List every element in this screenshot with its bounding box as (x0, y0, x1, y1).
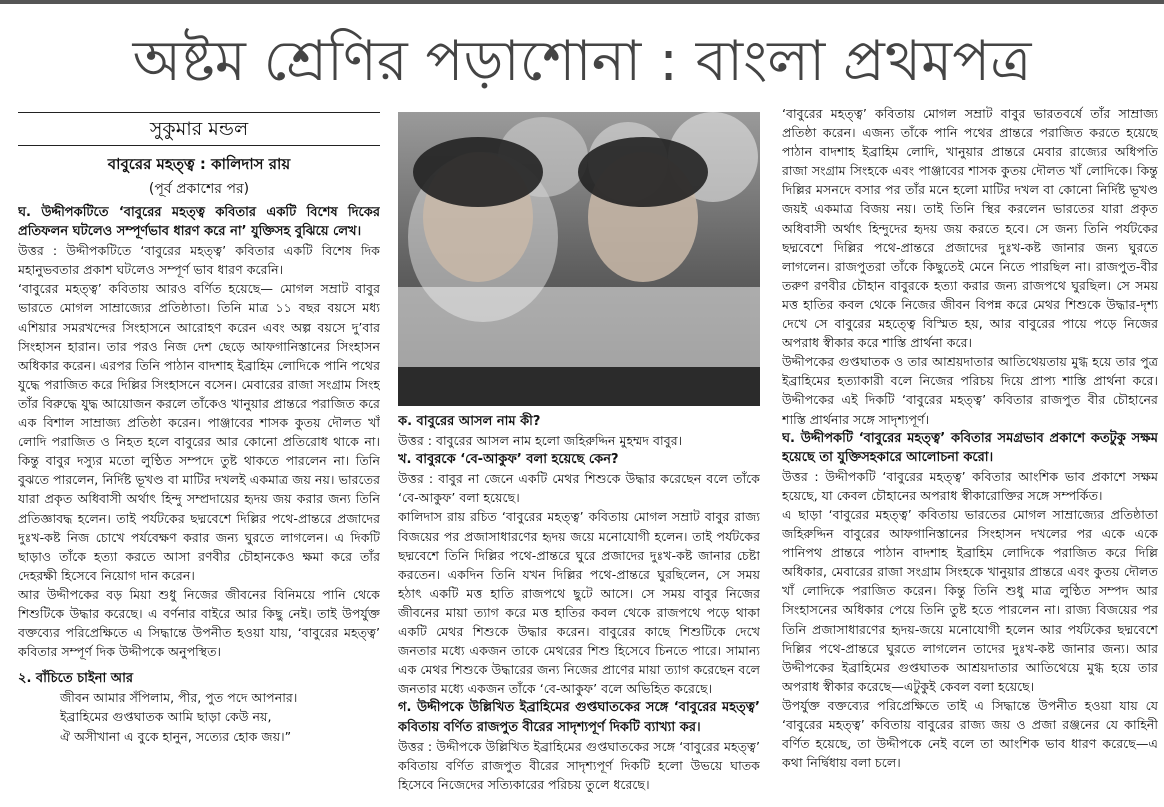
column-right (782, 104, 1158, 807)
answer-paragraph: উত্তর : উদ্দীপকে উল্লিখিত ইব্রাহিমের গুপ্তঘাতকের সঙ্গে ‘বাবুরের মহত্ত্ব’ কবিতায় বর্ণিত রাজপুত বীরের সাদৃশ্যপূর্ণ দিকটি হলো উভয়ে ঘাতক হিসেবে নিজেদের সত্যিকারের পরিচয় তুলে ধরেছে। (398, 738, 760, 792)
author-name: সুকুমার মন্ডল (149, 118, 249, 140)
answer-paragraph: ‘বাবুরের মহত্ত্ব’ কবিতায় মোগল সম্রাট বাবুর ভারতবর্ষে তাঁর সাম্রাজ্য প্রতিষ্ঠা করেন। এজন্য তাঁকে পানি পথের প্রান্তরে পরাজিত করতে হয়েছে পাঠান বাদশাহ ইব্রাহিম লোদি, খানুয়ার প্রান্তরে মেবার রাজ্যের অধিপতি রাজা সংগ্রাম সিংহকে এবং পাঞ্জাবের শাসক কুতয় দৌলত খাঁ লোদিকে। কিন্তু দিল্লির মসনদে বসার পর তাঁর মনে হলো মাটির দখল বা কোনো নির্দিষ্ট ভূখণ্ড জয়ই একমাত্র বিজয় নয়। তাই তিনি স্থির করলেন ভারতের যারা প্রকৃত অধিবাসী অর্থাৎ হিন্দুদের হৃদয় জয় করতে হবে। সে জন্য তিনি পর্যটকের ছদ্মবেশে দিল্লির পথে-প্রান্তরে প্রজাদের দুঃখ-কষ্ট জানার জন্য ঘুরতে লাগলেন। রাজপুতরা তাঁকে কিছুতেই মেনে নিতে পারছিল না। রাজপুত-বীর তরুণ রণবীর চৌহান বাবুরকে হত্যা করার জন্য রাজপথে ঘুরছিল। সে সময় মত্ত হাতির কবল থেকে নিজের জীবন বিপন্ন করে মেথর শিশুকে উদ্ধার-দৃশ্য দেখে সে বাবুরের মহত্ত্বে বিস্মিত হয়, আর বাবুরের পায়ে পড়ে নিজের অপরাধ স্বীকার করে শাস্তি প্রার্থনা করে। (782, 106, 1158, 351)
lesson-title: বাবুরের মহত্ত্ব : কালিদাস রায় (107, 155, 291, 173)
column-left (18, 112, 380, 807)
column-middle (398, 412, 760, 807)
answer-paragraph: উত্তর : বাবুর না জেনে একটি মেথর শিশুকে উদ্ধার করেছেন বলে তাঁকে ‘বে-আকুফ’ বলা হয়েছে। (398, 471, 760, 506)
divider (18, 145, 380, 146)
answer-paragraph: উত্তর : উদ্দীপকটি ‘বাবুরের মহত্ত্ব’ কবিতার আংশিক ভাব প্রকাশে সক্ষম হয়েছে, যা কেবল চৌহানের অপরাধ স্বীকারোক্তির সঙ্গে সম্পর্কিত। (782, 468, 1158, 503)
continued-note: (পূর্ব প্রকাশের পর) (148, 181, 250, 197)
answer-paragraph: কালিদাস রায় রচিত ‘বাবুরের মহত্ত্ব’ কবিতায় মোগল সম্রাট বাবুর রাজ্য বিজয়ের পর প্রজাসাধারণের হৃদয় জয়ে মনোযোগী হলেন। তাই পর্যটকের ছদ্মবেশে তিনি দিল্লির পথে-প্রান্তরে ঘুরে প্রজাদের দুঃখ-কষ্ট জানার চেষ্টা করতেন। একদিন তিনি যখন দিল্লির পথে-প্রান্তরে ঘুরছিলেন, সে সময় হঠাৎ একটি মত্ত হাতি রাজপথে ছুটে আসে। সে সময় বাবুর নিজের জীবনের মায়া ত্যাগ করে মত্ত হাতির কবল থেকে রাজপথে পড়ে থাকা একটি মেথর শিশুকে উদ্ধার করেন। বাবুরের কাছে শিশুটিকে দেখে জনতার মধ্যে একজন তাকে মেথরের শিশু হিসেবে চিনতে পারে। সামান্য এক মেথর শিশুকে উদ্ধারের জন্য নিজের প্রাণের মায়া ত্যাগ করেছেন বলে জনতার মধ্যে একজন তাঁকে ‘বে-আকুফ’ বলে অভিহিত করেছে। (398, 509, 760, 697)
question-gha: ঘ. উদ্দীপকটি ‘বাবুরের মহত্ত্ব’ কবিতার সমগ্রভাব প্রকাশে কতটুকু সক্ষম হয়েছে তা যুক্তিসহকারে আলোচনা করো। (782, 430, 1158, 465)
question-ga: গ. উদ্দীপকে উল্লিখিত ইব্রাহিমের গুপ্তঘাতকের সঙ্গে ‘বাবুরের মহত্ত্ব’ কবিতায় বর্ণিত রাজপুত বীরের সাদৃশ্যপূর্ণ দিকটি ব্যাখ্যা কর। (398, 700, 760, 735)
question-ka: ক. বাবুরের আসল নাম কী? (398, 414, 541, 429)
poem-line: ইব্রাহিমের গুপ্তঘাতক আমি ছাড়া কেউ নয়, (60, 709, 272, 725)
question-kha: খ. বাবুরকে ‘বে-আকুফ’ বলা হয়েছে কেন? (398, 452, 619, 468)
question-2: ২. বাঁচিতে চাইনা আর (18, 671, 134, 687)
answer-paragraph: উদ্দীপকের গুপ্তঘাতক ও তার আশ্রয়দাতার আতিথেয়তায় মুগ্ধ হয়ে তার পুত্র ইব্রাহিমের হত্যাকারী বলে নিজের পরিচয় দিয়ে প্রাপ্য শাস্তি প্রার্থনা করে। উদ্দীপকের এই দিকটি ‘বাবুরের মহত্ত্ব’ কবিতার রাজপুত বীর চৌহানের শাস্তি প্রার্থনার সঙ্গে সাদৃশ্যপূর্ণ। (782, 354, 1158, 427)
poem-line: ঐ অসীখানা এ বুকে হানুন, সত্যের হোক জয়।” (60, 728, 292, 744)
question-gha: ঘ. উদ্দীপকটিতে ‘বাবুরের মহত্ত্ব কবিতার একটি বিশেষ দিকের প্রতিফলন ঘটলেও সম্পূর্ণভাব ধারণ করে না’ যুক্তিসহ বুঝিয়ে লেখ। (18, 205, 380, 240)
poem-block (18, 688, 380, 745)
poem-line: জীবন আমার সঁপিলাম, পীর, পুত পদে আপনার। (60, 690, 298, 706)
page-headline: অষ্টম শ্রেণির পড়াশোনা : বাংলা প্রথমপত্র (132, 29, 1032, 94)
answer-paragraph: আর উদ্দীপকের বড় মিয়া শুধু নিজের জীবনের বিনিময়ে পানি থেকে শিশুটিকে উদ্ধার করেছে। এ বর্ণনার বাইরে আর কিছু নেই। তাই উপর্যুক্ত বক্তব্যের পরিপ্রেক্ষিতে এ সিদ্ধান্তে উপনীত হওয়া যায়, ‘বাবুরের মহত্ত্ব’ কবিতার সম্পূর্ণ দিক উদ্দীপকে অনুপস্থিত। (18, 586, 380, 660)
answer-paragraph: এ ছাড়া ‘বাবুরের মহত্ত্ব’ কবিতায় ভারতের মোগল সাম্রাজ্যের প্রতিষ্ঠাতা জহিরুদ্দিন বাবুরের আফগানিস্তানের সিংহাসন দখলের পর একে একে পানিপথ প্রান্তরে পাঠান বাদশাহ ইব্রাহিম লোদিকে পরাজিত করে দিল্লি অধিকার, মেবারের রাজা সংগ্রাম সিংহকে খানুয়ার প্রান্তরে এবং কুতয় দৌলত খাঁ লোদিকে পরাজিত করেন। কিন্তু তিনি শুধু মাত্র লুণ্ঠিত সম্পদ আর সিংহাসনের অধিকার পেয়ে তিনি তুষ্ট হতে পারলেন না। রাজ্য বিজয়ের পর তিনি প্রজাসাধারণের হৃদয়-জয়ে মনোযোগী হলেন আর পর্যটকের ছদ্মবেশে দিল্লির পথে-প্রান্তরে ঘুরতে লাগলেন তাদের দুঃখ-কষ্ট জানার জন্য। আর উদ্দীপকের ইব্রাহিমের গুপ্তঘাতক আশ্রয়দাতার আতিথেয়ে মুগ্ধ হয়ে তার অপরাধ স্বীকার করেছে—এটুকুই কেবল বলা হয়েছে। (782, 506, 1158, 694)
answer-paragraph: ‘বাবুরের মহত্ত্ব’ কবিতায় আরও বর্ণিত হয়েছে— মোগল সম্রাট বাবুর ভারতে মোগল সাম্রাজ্যের প্রতিষ্ঠাতা। তিনি মাত্র ১১ বছর বয়সে মধ্য এশিয়ার সমরখন্দের সিংহাসনে আরোহণ করেন এবং অল্প বয়সে দু’বার সিংহাসন হারান। তার পরও নিজ দেশ ছেড়ে আফগানিস্তানের সিংহাসন অধিকার করেন। এরপর তিনি পাঠান বাদশাহ ইব্রাহিম লোদিকে পানি পথের যুদ্ধে পরাজিত করে দিল্লির সিংহাসনে বসেন। মেবারের রাজা সংগ্রাম সিংহ তাঁর বিরুদ্ধে যুদ্ধ আয়োজন করলে তাঁকেও খানুয়ার প্রান্তরে পরাজিত করে এক বিশাল সাম্রাজ্য প্রতিষ্ঠা করেন। পাঞ্জাবের শাসক কুতয় দৌলত খাঁ লোদি পরাজিত ও নিহত হলে বাবুরের আর কোনো প্রতিরোধ থাকে না। কিন্তু বাবুর দস্যুর মতো লুণ্ঠিত সম্পদে তুষ্ট থাকতে পারলেন না। তিনি বুঝতে পারলেন, নির্দিষ্ট ভূখণ্ড বা মাটির দখলই একমাত্র জয় নয়। ভারতের যারা প্রকৃত অধিবাসী অর্থাৎ হিন্দু সম্প্রদায়ের হৃদয় জয় করার জন্য তিনি প্রতিজ্ঞাবদ্ধ হলেন। তাই পর্যটকের ছদ্মবেশে দিল্লির পথে-প্রান্তরে প্রজাদের দুঃখ-কষ্ট নিজ চোখে পর্যবেক্ষণ করার জন্য ঘুরতে লাগলেন। এ দিকটি ছাড়াও তাঁকে হত্যা করতে আসা রণবীর চৌহানকেও ক্ষমা করে তাঁর দেহরক্ষী হিসেবে নিয়োগ দান করেন। (18, 281, 380, 583)
answer-paragraph: উত্তর : বাবুরের আসল নাম হলো জহিরুদ্দিন মুহম্মদ বাবুর। (398, 433, 683, 449)
classroom-photo (398, 112, 760, 406)
divider (18, 112, 380, 113)
top-border (0, 0, 1164, 4)
answer-paragraph: উপর্যুক্ত বক্তব্যের পরিপ্রেক্ষিতে তাই এ সিদ্ধান্তে উপনীত হওয়া যায় যে ‘বাবুরের মহত্ত্ব’ কবিতায় বাবুরের রাজ্য জয় ও প্রজা রঞ্জনের যে কাহিনী বর্ণিত হয়েছে, তা উদ্দীপকে নেই বলে তা আংশিক ভাব ধারণ করেছে—এ কথা নির্দ্বিধায় বলা চলে। (782, 697, 1158, 771)
answer-paragraph: উত্তর : উদ্দীপকটিতে ‘বাবুরের মহত্ত্ব’ কবিতার একটি বিশেষ দিক মহানুভবতার প্রকাশ ঘটলেও সম্পূর্ণ ভাব ধারণ করেনি। (18, 243, 380, 278)
